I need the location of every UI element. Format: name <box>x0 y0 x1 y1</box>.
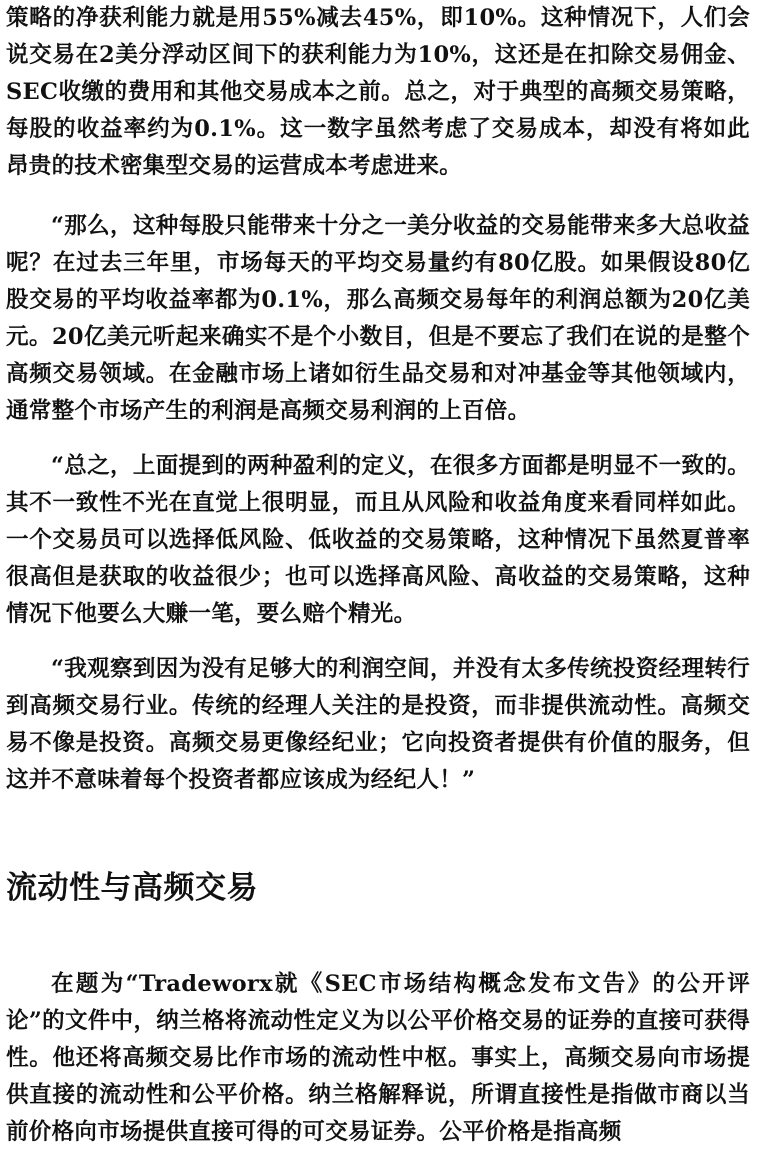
body-paragraph-3: “总之，上面提到的两种盈利的定义，在很多方面都是明显不一致的。其不一致性不光在直觉上很明显，而且从风险和收益角度来看同样如此。一个交易员可以选择低风险、低收益的交易策略，这种情况下虽然夏普率很高但是获取的收益很少；也可以选择高风险、高收益的交易策略，这种情况下他要么大赚一笔，要么赔个精光。 <box>6 453 750 627</box>
body-paragraph-2: “那么，这种每股只能带来十分之一美分收益的交易能带来多大总收益呢？在过去三年里，市场每天的平均交易量约有80亿股。如果假设80亿股交易的平均收益率都为0.1%，那么高频交易每年的利润总额为20亿美元。20亿美元听起来确实不是个小数目，但是不要忘了我们在说的是整个高频交易领域。在金融市场上诸如衍生品交易和对冲基金等其他领域内，通常整个市场产生的利润是高频交易利润的上百倍。 <box>6 213 750 424</box>
section-body-paragraph: 在题为“Tradeworx就《SEC市场结构概念发布文告》的公开评论”的文件中，纳兰格将流动性定义为以公平价格交易的证券的直接可获得性。他还将高频交易比作市场的流动性中枢。事实上，高频交易向市场提供直接的流动性和公平价格。纳兰格解释说，所谓直接性是指做市商以当前价格向市场提供直接可得的可交易证券。公平价格是指高频 <box>6 971 750 1145</box>
section-heading: 流动性与高频交易 <box>6 870 258 906</box>
body-paragraph-1: 策略的净获利能力就是用55%减去45%，即10%。这种情况下，人们会说交易在2美分浮动区间下的获利能力为10%，这还是在扣除交易佣金、SEC收缴的费用和其他交易成本之前。总之，对于典型的高频交易策略，每股的收益率约为0.1%。这一数字虽然考虑了交易成本，却没有将如此昂贵的技术密集型交易的运营成本考虑进来。 <box>6 5 750 179</box>
body-paragraph-4: “我观察到因为没有足够大的利润空间，并没有太多传统投资经理转行到高频交易行业。传统的经理人关注的是投资，而非提供流动性。高频交易不像是投资。高频交易更像经纪业；它向投资者提供有价值的服务，但这并不意味着每个投资者都应该成为经纪人！” <box>6 656 750 793</box>
